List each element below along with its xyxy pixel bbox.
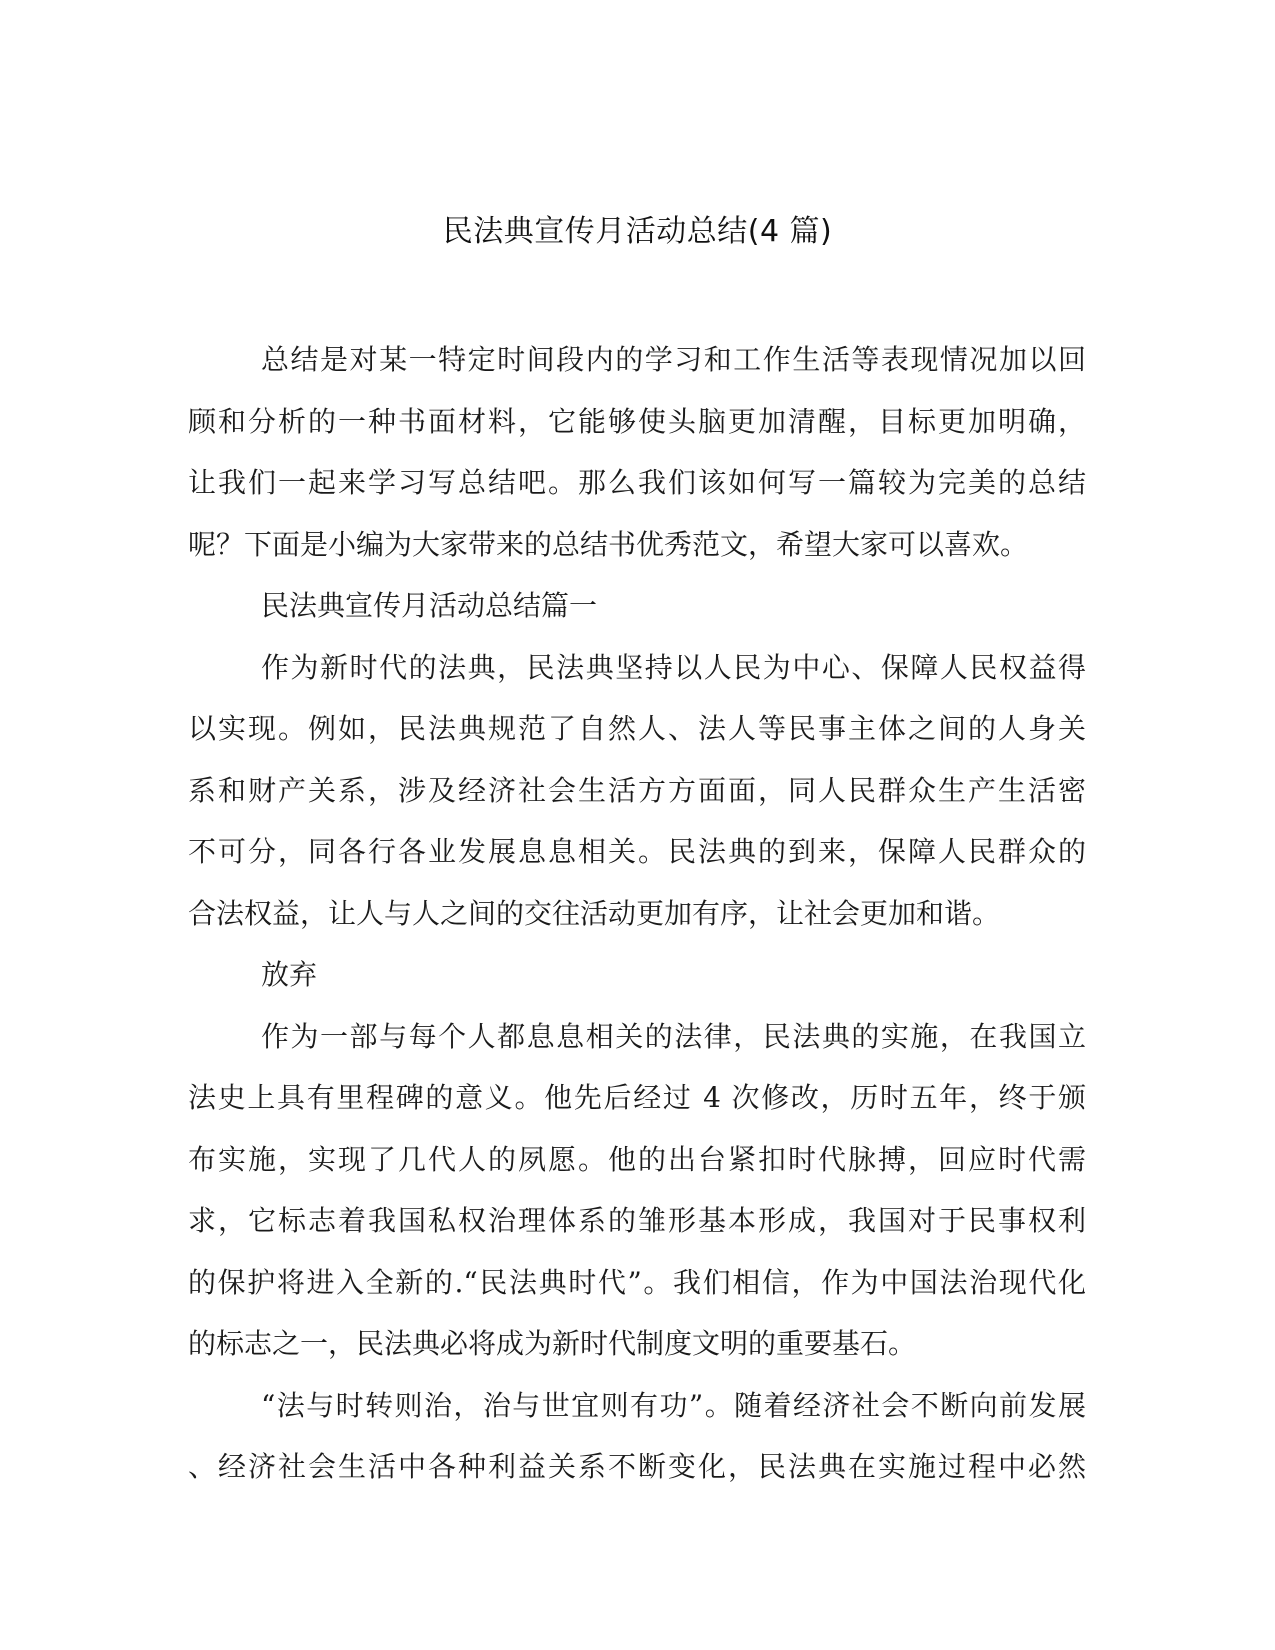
body-line: 合法权益，让人与人之间的交往活动更加有序，让社会更加和谐。 xyxy=(188,896,1001,930)
section-heading: 民法典宣传月活动总结篇一 xyxy=(261,589,598,622)
body-line: 以实现。例如，民法典规范了自然人、法人等民事主体之间的人身关 xyxy=(188,712,1086,745)
document-title: 民法典宣传月活动总结(4 篇) xyxy=(442,214,833,249)
body-line: 不可分，同各行各业发展息息相关。民法典的到来，保障人民群众的 xyxy=(188,835,1086,868)
body-line: 、经济社会生活中各种利益关系不断变化，民法典在实施过程中必然 xyxy=(188,1450,1086,1483)
body-line: 放弃 xyxy=(261,958,318,991)
body-line: 呢？下面是小编为大家带来的总结书优秀范文，希望大家可以喜欢。 xyxy=(188,527,1029,561)
body-line: 求，它标志着我国私权治理体系的雏形基本形成，我国对于民事权利 xyxy=(188,1204,1086,1237)
body-line: 顾和分析的一种书面材料，它能够使头脑更加清醒，目标更加明确， xyxy=(188,404,1086,438)
body-line: 的标志之一，民法典必将成为新时代制度文明的重要基石。 xyxy=(188,1327,917,1360)
body-line: 布实施，实现了几代人的夙愿。他的出台紧扣时代脉搏，回应时代需 xyxy=(188,1142,1086,1176)
body-line: 法史上具有里程碑的意义。他先后经过 4 次修改，历时五年，终于颁 xyxy=(188,1081,1086,1114)
body-line: 系和财产关系，涉及经济社会生活方方面面，同人民群众生产生活密 xyxy=(188,773,1086,807)
body-line: 的保护将进入全新的.“民法典时代”。我们相信，作为中国法治现代化 xyxy=(188,1265,1086,1299)
body-line: 让我们一起来学习写总结吧。那么我们该如何写一篇较为完美的总结 xyxy=(188,466,1086,499)
body-line: 作为新时代的法典，民法典坚持以人民为中心、保障人民权益得 xyxy=(261,650,1086,684)
body-line: 总结是对某一特定时间段内的学习和工作生活等表现情况加以回 xyxy=(261,343,1086,376)
body-line: 作为一部与每个人都息息相关的法律，民法典的实施，在我国立 xyxy=(261,1019,1086,1053)
document-body xyxy=(188,329,1086,1498)
body-line: “法与时转则治，治与世宜则有功”。随着经济社会不断向前发展 xyxy=(261,1388,1086,1422)
